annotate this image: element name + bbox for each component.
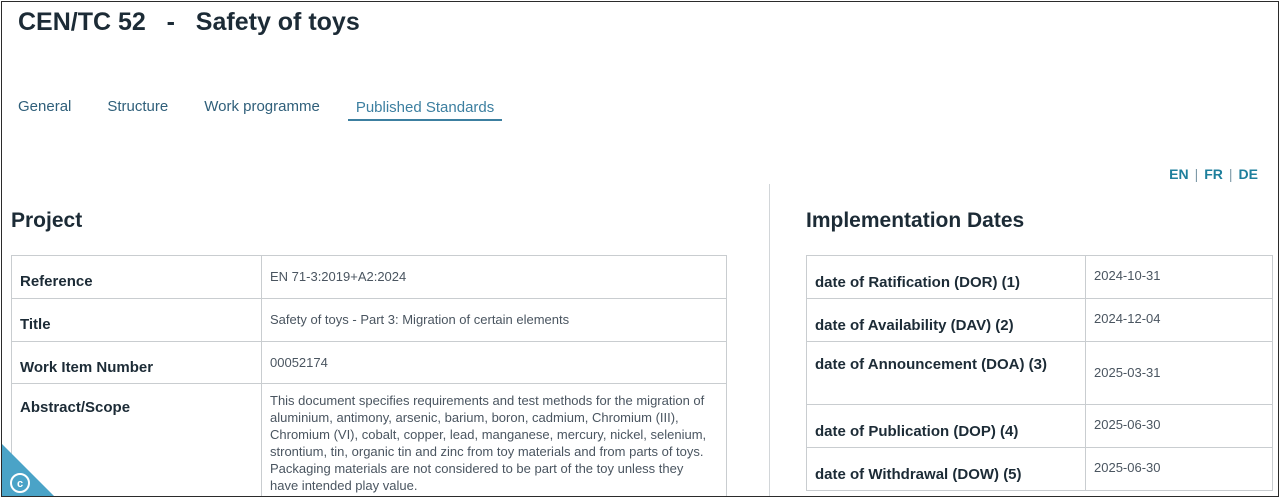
- dop-value: 2025-06-30: [1086, 405, 1273, 448]
- lang-de-link[interactable]: DE: [1238, 166, 1258, 182]
- lang-separator: |: [1228, 166, 1233, 182]
- work-item-number-value: 00052174: [262, 342, 727, 384]
- cookie-icon: [1, 442, 60, 497]
- table-row: [12, 342, 727, 384]
- lang-fr-link[interactable]: FR: [1204, 166, 1223, 182]
- work-item-number-label: Work Item Number: [12, 342, 262, 384]
- language-switcher: [1169, 166, 1258, 182]
- reference-label: Reference: [12, 256, 262, 299]
- table-row: [807, 405, 1273, 448]
- dor-value: 2024-10-31: [1086, 256, 1273, 299]
- doa-value: 2025-03-31: [1086, 342, 1273, 405]
- table-row: [12, 299, 727, 342]
- lang-separator: |: [1194, 166, 1199, 182]
- title-label: Title: [12, 299, 262, 342]
- doa-label: date of Announcement (DOA) (3): [807, 342, 1086, 405]
- abstract-value: This document specifies requirements and test methods for the migration of aluminium, antimony, arsenic, barium, boron, cadmium, Chromium (III), Chromium (VI), cobalt, copper, lead, manganese, mercury, nickel, selenium, strontium, tin, organic tin and zinc from toy materials and from parts of toys. Packaging materials are not considered to be part of the toy unless they have intended play value.: [262, 384, 727, 498]
- dop-label: date of Publication (DOP) (4): [807, 405, 1086, 448]
- reference-value: EN 71-3:2019+A2:2024: [262, 256, 727, 299]
- implementation-heading: Implementation Dates: [806, 209, 1025, 232]
- table-row: [807, 256, 1273, 299]
- table-row: [807, 342, 1273, 405]
- dor-label: date of Ratification (DOR) (1): [807, 256, 1086, 299]
- dow-label: date of Withdrawal (DOW) (5): [807, 448, 1086, 491]
- table-row: [12, 256, 727, 299]
- table-row: [807, 299, 1273, 342]
- page-frame: [1, 1, 1279, 497]
- tab-published-standards[interactable]: Published Standards: [348, 99, 502, 121]
- project-heading: Project: [11, 209, 83, 232]
- project-table: [11, 255, 727, 497]
- table-row: [12, 384, 727, 498]
- lang-en-link[interactable]: EN: [1169, 166, 1189, 182]
- implementation-table: [806, 255, 1273, 491]
- tab-bar: [18, 98, 538, 121]
- tab-structure[interactable]: Structure: [107, 98, 169, 115]
- cookie-settings-button[interactable]: [1, 442, 60, 497]
- dav-label: date of Availability (DAV) (2): [807, 299, 1086, 342]
- page-title: CEN/TC 52 - Safety of toys: [18, 8, 360, 36]
- tab-general[interactable]: General: [18, 98, 72, 115]
- table-row: [807, 448, 1273, 491]
- dow-value: 2025-06-30: [1086, 448, 1273, 491]
- title-value: Safety of toys - Part 3: Migration of certain elements: [262, 299, 727, 342]
- column-divider: [769, 184, 770, 497]
- tab-work-programme[interactable]: Work programme: [204, 98, 320, 115]
- svg-text:c: c: [16, 478, 24, 490]
- abstract-label: Abstract/Scope: [12, 384, 262, 498]
- dav-value: 2024-12-04: [1086, 299, 1273, 342]
